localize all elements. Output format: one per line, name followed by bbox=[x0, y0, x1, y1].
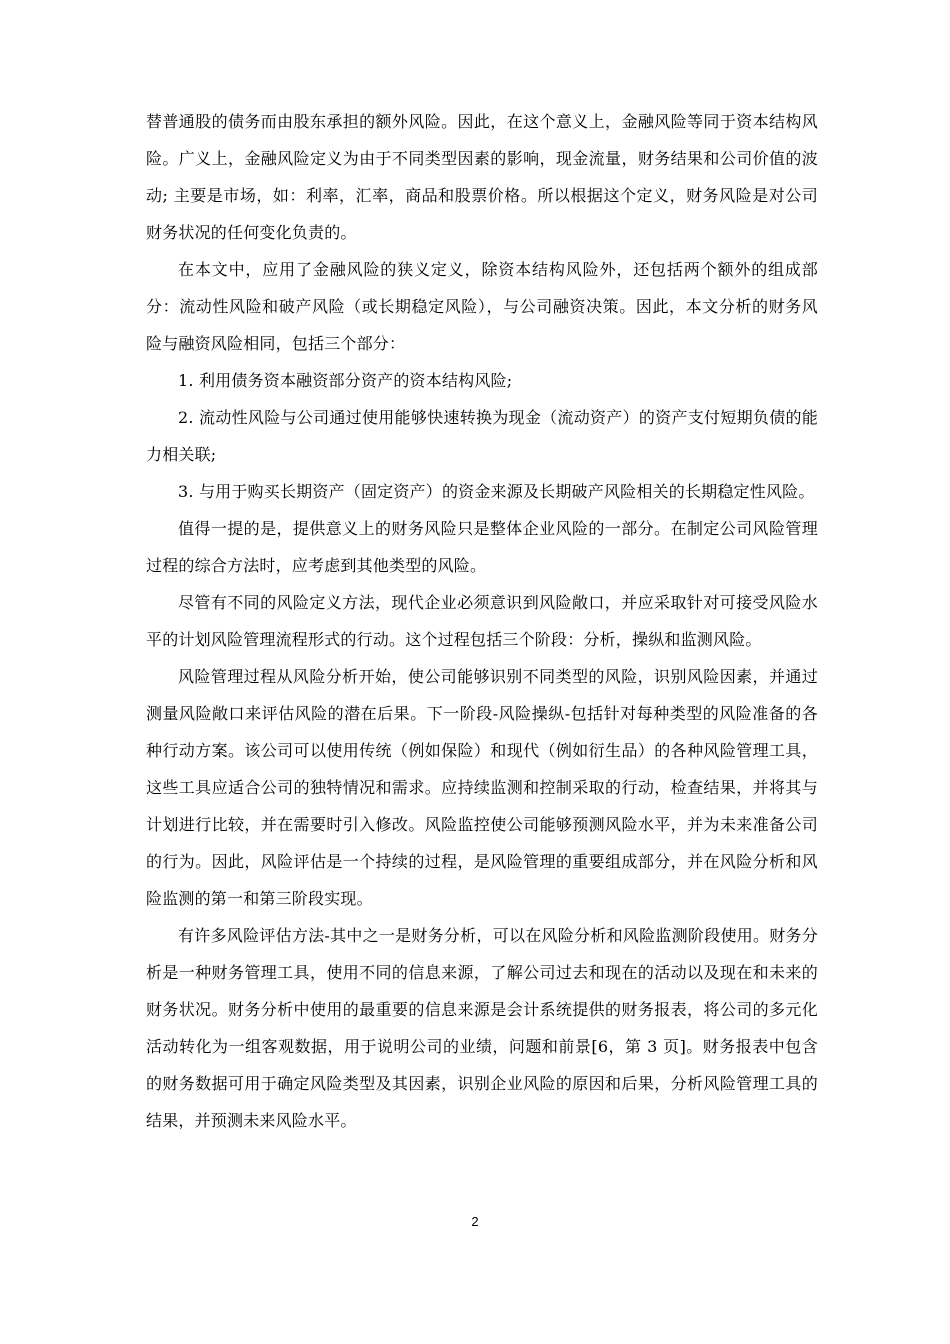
paragraph-1: 替普通股的债务而由股东承担的额外风险。因此，在这个意义上，金融风险等同于资本结构风险。广义上，金融风险定义为由于不同类型因素的影响，现金流量，财务结果和公司价值的波动; 主要是市场，如：利率，汇率，商品和股票价格。所以根据这个定义，财务风险是对公司财务状况的任何变化负责的。 bbox=[146, 112, 818, 242]
list-item-2: 2. 流动性风险与公司通过使用能够快速转换为现金（流动资产）的资产支付短期负债的能力相关联; bbox=[146, 408, 818, 464]
paragraph-5: 风险管理过程从风险分析开始，使公司能够识别不同类型的风险，识别风险因素，并通过测量风险敞口来评估风险的潜在后果。下一阶段-风险操纵-包括针对每种类型的风险准备的各种行动方案。该公司可以使用传统（例如保险）和现代（例如衍生品）的各种风险管理工具，这些工具应适合公司的独特情况和需求。应持续监测和控制采取的行动，检查结果，并将其与计划进行比较，并在需要时引入修改。风险监控使公司能够预测风险水平，并为未来准备公司的行为。因此，风险评估是一个持续的过程，是风险管理的重要组成部分，并在风险分析和风险监测的第一和第三阶段实现。 bbox=[146, 667, 818, 908]
paragraph-4: 尽管有不同的风险定义方法，现代企业必须意识到风险敞口，并应采取针对可接受风险水平的计划风险管理流程形式的行动。这个过程包括三个阶段：分析，操纵和监测风险。 bbox=[146, 593, 818, 649]
body-text bbox=[146, 103, 818, 1139]
list-item-1: 1. 利用债务资本融资部分资产的资本结构风险; bbox=[178, 371, 513, 390]
paragraph-3: 值得一提的是，提供意义上的财务风险只是整体企业风险的一部分。在制定公司风险管理过程的综合方法时，应考虑到其他类型的风险。 bbox=[146, 519, 818, 575]
paragraph-6: 有许多风险评估方法-其中之一是财务分析，可以在风险分析和风险监测阶段使用。财务分析是一种财务管理工具，使用不同的信息来源，了解公司过去和现在的活动以及现在和未来的财务状况。财务分析中使用的最重要的信息来源是会计系统提供的财务报表，将公司的多元化活动转化为一组客观数据，用于说明公司的业绩，问题和前景[6，第 3 页]。财务报表中包含的财务数据可用于确定风险类型及其因素，识别企业风险的原因和后果，分析风险管理工具的结果，并预测未来风险水平。 bbox=[146, 926, 818, 1130]
page-number: 2 bbox=[471, 1214, 479, 1229]
list-item-3: 3. 与用于购买长期资产（固定资产）的资金来源及长期破产风险相关的长期稳定性风险。 bbox=[178, 482, 815, 501]
paragraph-2: 在本文中，应用了金融风险的狭义定义，除资本结构风险外，还包括两个额外的组成部分：流动性风险和破产风险（或长期稳定风险），与公司融资决策。因此，本文分析的财务风险与融资风险相同，包括三个部分： bbox=[146, 260, 818, 353]
